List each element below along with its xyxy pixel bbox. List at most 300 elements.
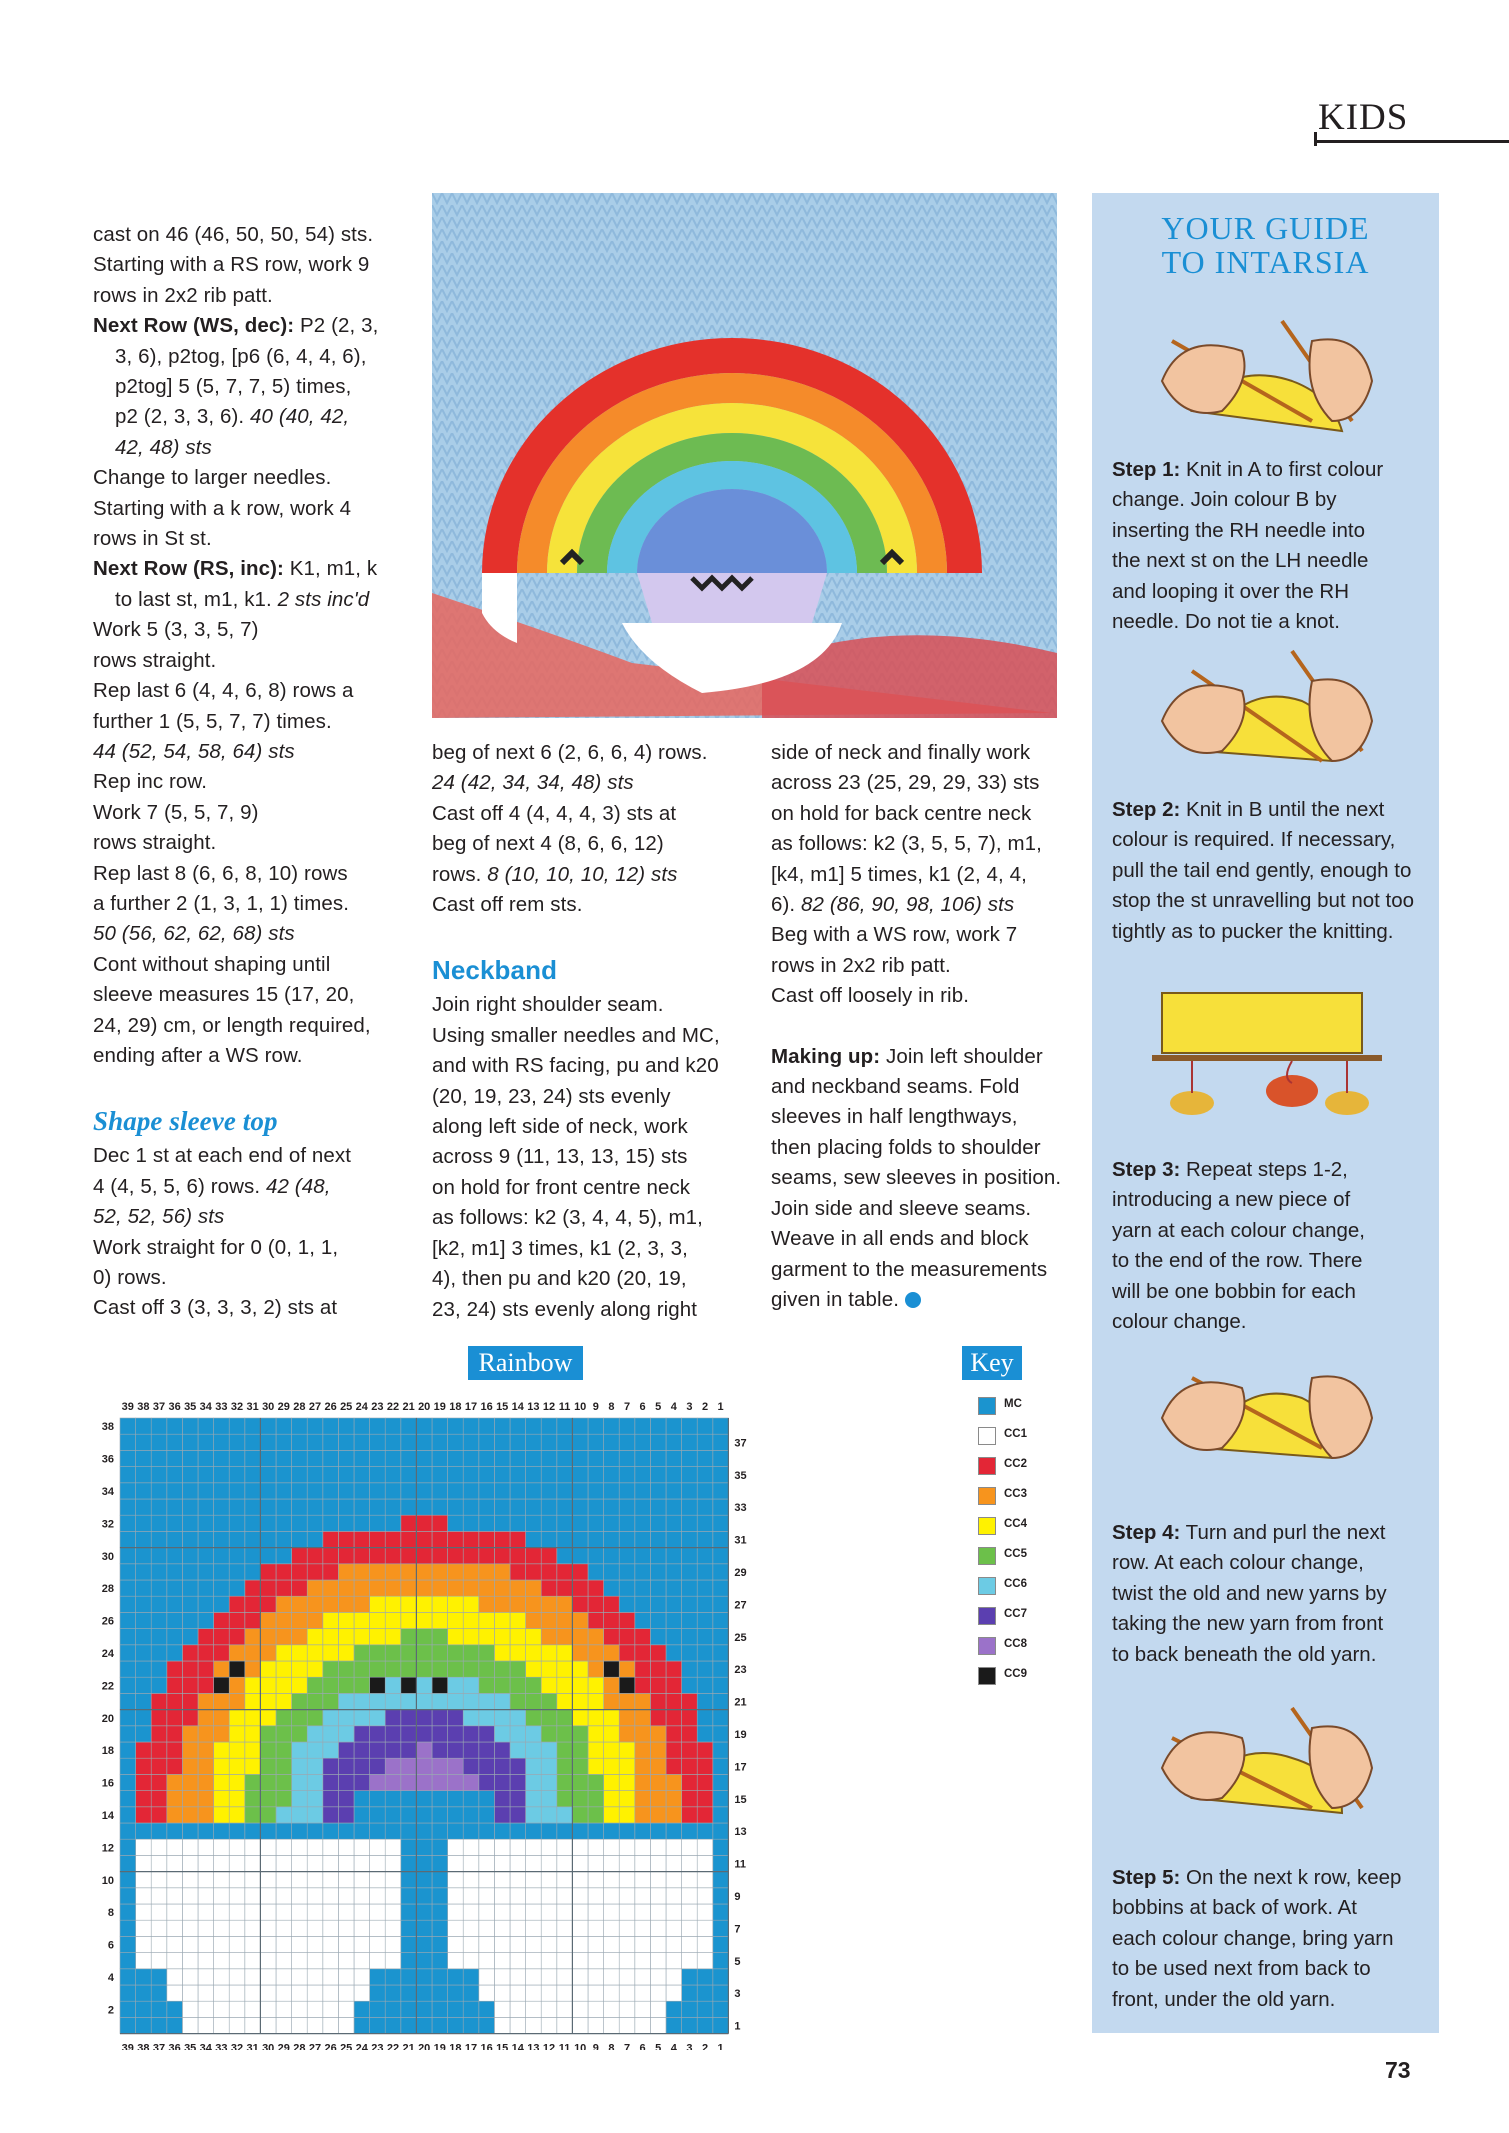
key-row <box>978 1602 1058 1632</box>
chart-cell <box>432 1434 448 1450</box>
chart-cell <box>432 1548 448 1564</box>
chart-cell <box>323 1791 339 1807</box>
step-line <box>1112 1640 1432 1670</box>
chart-cell <box>682 1823 698 1839</box>
chart-cell <box>572 1872 588 1888</box>
chart-cell <box>354 1936 370 1952</box>
chart-cell <box>198 1953 214 1969</box>
key-row <box>978 1572 1058 1602</box>
chart-cell <box>323 1742 339 1758</box>
chart-cell <box>198 1580 214 1596</box>
chart-cell <box>713 1531 729 1547</box>
chart-cell <box>588 1677 604 1693</box>
chart-cell <box>198 1855 214 1871</box>
step-label: Step 4: <box>1112 1521 1181 1544</box>
chart-cell <box>401 1855 417 1871</box>
chart-cell <box>479 1661 495 1677</box>
chart-cell <box>292 1467 308 1483</box>
chart-axis-label: 21 <box>402 1401 415 1413</box>
chart-cell <box>541 1693 557 1709</box>
chart-axis-label: 3 <box>734 1988 741 2001</box>
chart-cell <box>276 1969 292 1985</box>
instruction-line <box>93 1293 403 1323</box>
chart-cell <box>541 1823 557 1839</box>
chart-cell <box>182 1920 198 1936</box>
chart-cell <box>370 1677 386 1693</box>
chart-cell <box>635 1418 651 1434</box>
chart-cell <box>619 1661 635 1677</box>
chart-cell <box>354 1791 370 1807</box>
step-line <box>1112 1863 1432 1893</box>
chart-cell <box>245 1710 261 1726</box>
chart-cell <box>167 1936 183 1952</box>
chart-cell <box>323 1499 339 1515</box>
chart-cell <box>510 1580 526 1596</box>
chart-cell <box>510 1596 526 1612</box>
chart-cell <box>557 1953 573 1969</box>
chart-cell <box>167 1564 183 1580</box>
instruction-text: Join side and sleeve seams. <box>771 1196 1032 1220</box>
chart-cell <box>323 1531 339 1547</box>
chart-cell <box>650 1985 666 2001</box>
chart-cell <box>697 1499 713 1515</box>
chart-cell <box>541 1710 557 1726</box>
chart-axis-label: 36 <box>101 1453 114 1466</box>
chart-cell <box>713 1499 729 1515</box>
chart-cell <box>588 1515 604 1531</box>
chart-cell <box>572 1726 588 1742</box>
instruction-text: beg of next 6 (2, 6, 6, 4) rows. <box>432 741 708 764</box>
chart-axis-label: 8 <box>107 1907 114 1920</box>
chart-cell <box>682 1661 698 1677</box>
chart-cell <box>136 1774 152 1790</box>
chart-cell <box>338 1920 354 1936</box>
chart-cell <box>323 1969 339 1985</box>
chart-cell <box>167 1985 183 2001</box>
chart-cell <box>416 1629 432 1645</box>
instruction-text: rows straight. <box>93 831 217 855</box>
chart-cell <box>635 1742 651 1758</box>
chart-cell <box>697 1726 713 1742</box>
chart-cell <box>385 1985 401 2001</box>
chart-cell <box>182 1774 198 1790</box>
chart-cell <box>229 1888 245 1904</box>
chart-cell <box>136 1985 152 2001</box>
chart-cell <box>167 1774 183 1790</box>
chart-cell <box>463 1969 479 1985</box>
chart-cell <box>526 1645 542 1661</box>
chart-cell <box>619 1839 635 1855</box>
chart-cell <box>214 1936 230 1952</box>
chart-cell <box>401 1726 417 1742</box>
chart-cell <box>260 1580 276 1596</box>
chart-axis-label: 37 <box>734 1437 747 1450</box>
chart-axis-label: 9 <box>592 2042 599 2050</box>
chart-cell <box>120 1774 136 1790</box>
rainbow-chart-grid <box>90 1390 1090 2050</box>
step-line <box>1112 1985 1432 2015</box>
chart-cell <box>619 1548 635 1564</box>
chart-cell <box>604 1531 620 1547</box>
instruction-label: Next Row (RS, inc): <box>93 557 284 581</box>
chart-cell <box>479 1855 495 1871</box>
chart-cell <box>588 1791 604 1807</box>
chart-cell <box>479 1936 495 1952</box>
chart-axis-label: 38 <box>101 1421 114 1434</box>
chart-cell <box>697 1904 713 1920</box>
chart-cell <box>619 1418 635 1434</box>
chart-cell <box>494 1596 510 1612</box>
chart-cell <box>416 1953 432 1969</box>
chart-cell <box>588 1839 604 1855</box>
chart-cell <box>385 1758 401 1774</box>
chart-cell <box>151 1580 167 1596</box>
chart-cell <box>713 1774 729 1790</box>
chart-cell <box>635 1450 651 1466</box>
chart-cell <box>526 1985 542 2001</box>
chart-cell <box>385 1920 401 1936</box>
chart-cell <box>151 1483 167 1499</box>
chart-cell <box>401 1629 417 1645</box>
chart-axis-label: 6 <box>639 1401 646 1413</box>
instruction-line <box>93 554 403 584</box>
chart-cell <box>432 1710 448 1726</box>
chart-axis-label: 24 <box>355 1401 368 1413</box>
chart-cell <box>323 1483 339 1499</box>
chart-cell <box>214 1564 230 1580</box>
chart-cell <box>541 1531 557 1547</box>
chart-cell <box>307 1645 323 1661</box>
chart-cell <box>120 1693 136 1709</box>
step-line-text: colour change. <box>1112 1310 1247 1334</box>
chart-cell <box>650 2001 666 2017</box>
chart-cell <box>541 1936 557 1952</box>
chart-cell <box>338 1483 354 1499</box>
chart-cell <box>167 1661 183 1677</box>
chart-cell <box>354 1661 370 1677</box>
chart-axis-label: 19 <box>433 1401 446 1413</box>
chart-cell <box>666 1677 682 1693</box>
chart-cell <box>588 1888 604 1904</box>
chart-cell <box>510 1855 526 1871</box>
chart-cell <box>526 1774 542 1790</box>
chart-cell <box>229 1693 245 1709</box>
chart-axis-label: 10 <box>101 1874 114 1887</box>
chart-cell <box>276 1872 292 1888</box>
chart-cell <box>229 1985 245 2001</box>
chart-axis-label: 5 <box>734 1955 741 1968</box>
chart-cell <box>650 1936 666 1952</box>
chart-cell <box>292 1499 308 1515</box>
spacer <box>771 1012 1091 1042</box>
chart-cell <box>526 1531 542 1547</box>
chart-cell <box>136 1564 152 1580</box>
chart-cell <box>323 1450 339 1466</box>
chart-cell <box>619 1920 635 1936</box>
instruction-line <box>93 1233 403 1263</box>
chart-cell <box>307 1515 323 1531</box>
chart-cell <box>385 1612 401 1628</box>
chart-cell <box>370 1434 386 1450</box>
chart-cell <box>650 1450 666 1466</box>
chart-cell <box>619 1531 635 1547</box>
chart-cell <box>120 1645 136 1661</box>
chart-cell <box>697 1693 713 1709</box>
chart-cell <box>120 1450 136 1466</box>
chart-cell <box>245 1661 261 1677</box>
chart-cell <box>292 1693 308 1709</box>
chart-cell <box>120 1872 136 1888</box>
chart-cell <box>588 1661 604 1677</box>
chart-cell <box>588 1953 604 1969</box>
chart-cell <box>682 2001 698 2017</box>
chart-cell <box>432 1774 448 1790</box>
instruction-line <box>771 829 1091 859</box>
chart-cell <box>494 1710 510 1726</box>
chart-cell <box>151 1936 167 1952</box>
instruction-text: rows straight. <box>93 648 217 672</box>
chart-cell <box>588 1985 604 2001</box>
section-label: KIDS <box>1318 97 1409 138</box>
chart-cell <box>416 1499 432 1515</box>
instruction-text: beg of next 4 (8, 6, 6, 12) <box>432 832 664 856</box>
chart-cell <box>354 1483 370 1499</box>
chart-cell <box>432 1936 448 1952</box>
chart-cell <box>713 1418 729 1434</box>
chart-cell <box>370 1742 386 1758</box>
chart-cell <box>292 1920 308 1936</box>
instruction-line <box>771 1255 1091 1285</box>
chart-cell <box>214 1758 230 1774</box>
chart-cell <box>136 1888 152 1904</box>
step-line <box>1112 485 1432 515</box>
chart-cell <box>432 1855 448 1871</box>
chart-cell <box>292 1710 308 1726</box>
chart-cell <box>510 1499 526 1515</box>
chart-axis-label: 35 <box>184 2042 197 2050</box>
chart-cell <box>276 1726 292 1742</box>
chart-cell <box>338 1418 354 1434</box>
chart-cell <box>526 2017 542 2033</box>
chart-cell <box>354 1499 370 1515</box>
chart-cell <box>229 1434 245 1450</box>
chart-cell <box>682 1450 698 1466</box>
chart-cell <box>120 1515 136 1531</box>
chart-cell <box>229 1596 245 1612</box>
chart-cell <box>307 2001 323 2017</box>
chart-cell <box>182 1791 198 1807</box>
key-row <box>978 1632 1058 1662</box>
chart-axis-label: 32 <box>230 2042 244 2050</box>
chart-cell <box>557 1726 573 1742</box>
chart-cell <box>401 1612 417 1628</box>
chart-cell <box>214 1434 230 1450</box>
chart-cell <box>229 1418 245 1434</box>
chart-cell <box>713 1434 729 1450</box>
chart-cell <box>276 1596 292 1612</box>
chart-cell <box>182 1418 198 1434</box>
chart-cell <box>666 1791 682 1807</box>
chart-cell <box>182 1936 198 1952</box>
chart-cell <box>136 1483 152 1499</box>
chart-cell <box>214 1580 230 1596</box>
sidebar-title: YOUR GUIDE TO INTARSIA <box>1161 210 1370 280</box>
chart-cell <box>713 1515 729 1531</box>
chart-cell <box>541 1677 557 1693</box>
step-2-illustration <box>1132 641 1392 791</box>
chart-cell <box>432 1872 448 1888</box>
chart-cell <box>448 1791 464 1807</box>
step-line-text: stop the st unravelling but not too <box>1112 889 1415 913</box>
chart-cell <box>713 1629 729 1645</box>
instruction-line <box>771 981 1091 1011</box>
chart-cell <box>276 1855 292 1871</box>
chart-cell <box>370 1564 386 1580</box>
chart-axis-label: 1 <box>717 1401 724 1413</box>
chart-cell <box>136 1596 152 1612</box>
instruction-text: Join left shoulder <box>880 1044 1043 1068</box>
chart-cell <box>370 1839 386 1855</box>
chart-cell <box>229 1580 245 1596</box>
chart-cell <box>198 1531 214 1547</box>
chart-cell <box>479 1904 495 1920</box>
chart-cell <box>604 1499 620 1515</box>
chart-cell <box>385 1580 401 1596</box>
chart-cell <box>494 2017 510 2033</box>
chart-cell <box>650 1710 666 1726</box>
chart-cell <box>323 1839 339 1855</box>
chart-cell <box>120 1612 136 1628</box>
chart-cell <box>604 1969 620 1985</box>
step-4-illustration <box>1132 1338 1392 1488</box>
chart-cell <box>432 1758 448 1774</box>
chart-cell <box>697 1596 713 1612</box>
chart-axis-label: 29 <box>277 2042 290 2050</box>
chart-cell <box>682 1483 698 1499</box>
chart-cell <box>463 1499 479 1515</box>
chart-cell <box>432 1612 448 1628</box>
chart-cell <box>526 1467 542 1483</box>
chart-cell <box>120 1580 136 1596</box>
chart-axis-label: 3 <box>686 1401 693 1413</box>
chart-cell <box>572 1823 588 1839</box>
chart-cell <box>526 1823 542 1839</box>
chart-cell <box>354 1693 370 1709</box>
step-1-illustration <box>1132 301 1392 451</box>
key-row <box>978 1542 1058 1572</box>
chart-cell <box>557 1467 573 1483</box>
chart-cell <box>229 1548 245 1564</box>
chart-cell <box>370 2001 386 2017</box>
step-line-text: to be used next from back to <box>1112 1957 1371 1981</box>
chart-cell <box>338 1564 354 1580</box>
chart-cell <box>557 1483 573 1499</box>
chart-cell <box>448 1839 464 1855</box>
chart-axis-label: 31 <box>246 1401 259 1413</box>
instruction-text: Work 5 (3, 3, 5, 7) <box>93 618 259 642</box>
chart-cell <box>136 1823 152 1839</box>
chart-cell <box>713 1807 729 1823</box>
chart-cell <box>604 1758 620 1774</box>
chart-cell <box>167 1726 183 1742</box>
chart-cell <box>432 1515 448 1531</box>
instruction-text: cast on 46 (46, 50, 50, 54) sts. <box>93 223 374 246</box>
chart-cell <box>416 1483 432 1499</box>
chart-cell <box>120 1904 136 1920</box>
stitch-count: 82 (86, 90, 98, 106) sts <box>801 893 1015 917</box>
chart-cell <box>682 1580 698 1596</box>
chart-cell <box>338 1823 354 1839</box>
chart-cell <box>120 1920 136 1936</box>
chart-cell <box>167 1969 183 1985</box>
chart-cell <box>307 1872 323 1888</box>
chart-cell <box>572 1629 588 1645</box>
chart-cell <box>370 1823 386 1839</box>
chart-cell <box>120 1677 136 1693</box>
chart-cell <box>151 1985 167 2001</box>
chart-cell <box>713 1726 729 1742</box>
instruction-line <box>93 1041 403 1071</box>
chart-cell <box>292 1612 308 1628</box>
chart-cell <box>151 1872 167 1888</box>
chart-cell <box>276 1758 292 1774</box>
chart-cell <box>401 2017 417 2033</box>
chart-cell <box>697 1969 713 1985</box>
chart-cell <box>494 1515 510 1531</box>
chart-cell <box>588 1645 604 1661</box>
chart-cell <box>136 1710 152 1726</box>
chart-cell <box>448 1693 464 1709</box>
chart-cell <box>494 1548 510 1564</box>
chart-cell <box>510 1645 526 1661</box>
key-label: CC6 <box>1004 1578 1028 1590</box>
chart-cell <box>214 1450 230 1466</box>
chart-cell <box>120 1969 136 1985</box>
chart-cell <box>260 1969 276 1985</box>
chart-cell <box>276 1467 292 1483</box>
chart-axis-label: 23 <box>734 1664 747 1677</box>
chart-cell <box>448 1807 464 1823</box>
chart-cell <box>510 1467 526 1483</box>
chart-cell <box>682 1758 698 1774</box>
chart-cell <box>604 1953 620 1969</box>
chart-cell <box>385 1515 401 1531</box>
chart-cell <box>448 1418 464 1434</box>
chart-cell <box>292 1450 308 1466</box>
chart-cell <box>494 1758 510 1774</box>
chart-axis-label: 12 <box>542 2042 556 2050</box>
instruction-line <box>93 1172 403 1202</box>
chart-cell <box>354 1564 370 1580</box>
chart-cell <box>338 1807 354 1823</box>
chart-cell <box>136 1969 152 1985</box>
chart-cell <box>557 1612 573 1628</box>
chart-cell <box>323 1953 339 1969</box>
chart-cell <box>604 1823 620 1839</box>
instruction-line <box>93 615 403 645</box>
chart-cell <box>448 1499 464 1515</box>
chart-cell <box>385 1855 401 1871</box>
chart-cell <box>354 1645 370 1661</box>
chart-cell <box>713 1953 729 1969</box>
chart-cell <box>198 1969 214 1985</box>
chart-axis-label: 22 <box>386 2042 400 2050</box>
chart-cell <box>541 1726 557 1742</box>
chart-cell <box>307 2017 323 2033</box>
chart-cell <box>650 1596 666 1612</box>
step-1-text <box>1112 455 1432 637</box>
chart-cell <box>448 1515 464 1531</box>
